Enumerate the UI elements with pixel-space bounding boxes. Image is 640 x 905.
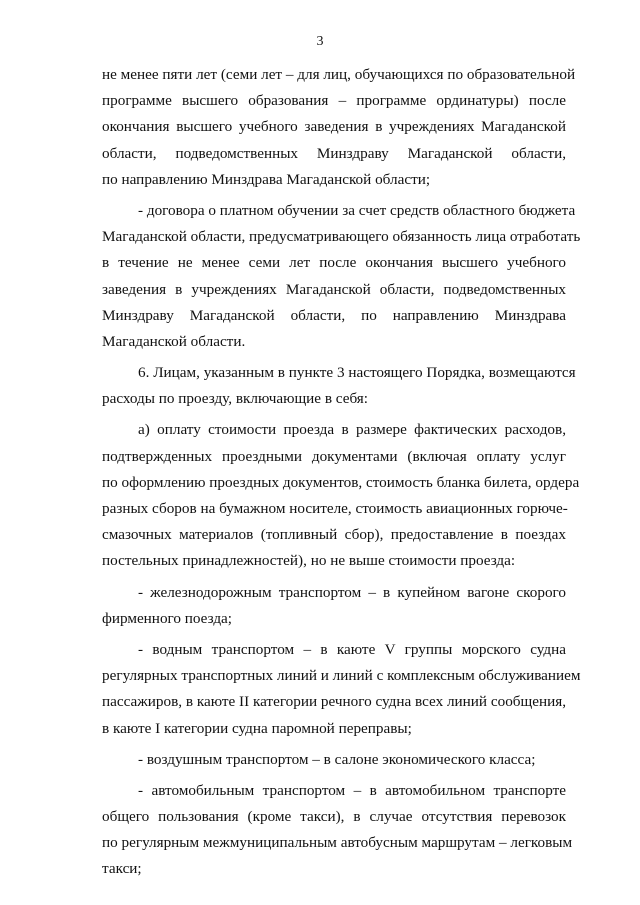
text-line: - автомобильным транспортом – в автомобильном транспорте bbox=[138, 781, 566, 799]
page-number: 3 bbox=[316, 34, 324, 49]
text-line: пассажиров, в каюте II категории речного судна всех линий сообщения, bbox=[102, 693, 566, 711]
text-line: фирменного поезда; bbox=[102, 609, 233, 627]
text-line: а) оплату стоимости проезда в размере фактических расходов, bbox=[138, 421, 566, 439]
text-line: расходы по проезду, включающие в себя: bbox=[102, 390, 369, 408]
text-line: - договора о платном обучении за счет средств областного бюджета bbox=[138, 201, 576, 219]
paragraph bbox=[102, 360, 576, 412]
text-line: программе высшего образования – программе ординатуры) после bbox=[102, 92, 566, 110]
text-line: смазочных материалов (топливный сбор), предоставление в поездах bbox=[102, 526, 566, 544]
text-line: заведения в учреждениях Магаданской области, подведомственных bbox=[102, 280, 566, 298]
paragraph bbox=[102, 62, 576, 193]
document-body bbox=[102, 62, 581, 883]
text-line: по направлению Минздрава Магаданской области; bbox=[102, 170, 431, 188]
text-line: разных сборов на бумажном носителе, стоимость авиационных горюче- bbox=[102, 500, 568, 517]
text-line: Минздраву Магаданской области, по направлению Минздрава bbox=[102, 306, 566, 324]
text-line: регулярных транспортных линий и линий с комплексным обслуживанием bbox=[102, 667, 581, 685]
text-line: по регулярным межмуниципальным автобусным маршрутам – легковым bbox=[102, 834, 573, 852]
text-line: Магаданской области, предусматривающего обязанность лица отработать bbox=[102, 228, 581, 246]
text-line: постельных принадлежностей), но не выше стоимости проезда: bbox=[102, 552, 516, 570]
paragraph bbox=[102, 580, 566, 632]
paragraph bbox=[102, 637, 581, 742]
text-line: общего пользования (кроме такси), в случае отсутствия перевозок bbox=[102, 808, 566, 826]
text-line: - воздушным транспортом – в салоне экономического класса; bbox=[138, 750, 536, 768]
text-line: такси; bbox=[102, 860, 142, 878]
paragraph bbox=[102, 198, 581, 355]
text-line: не менее пяти лет (семи лет – для лиц, обучающихся по образовательной bbox=[102, 66, 576, 83]
text-line: Магаданской области. bbox=[102, 332, 246, 350]
text-line: окончания высшего учебного заведения в учреждениях Магаданской bbox=[102, 118, 566, 136]
text-line: - железнодорожным транспортом – в купейном вагоне скорого bbox=[138, 583, 566, 601]
text-line: подтвержденных проездными документами (включая оплату услуг bbox=[102, 447, 566, 465]
text-line: в каюте I категории судна паромной переправы; bbox=[102, 719, 412, 737]
paragraph bbox=[102, 778, 573, 883]
text-line: - водным транспортом – в каюте V группы морского судна bbox=[138, 640, 566, 658]
text-line: 6. Лицам, указанным в пункте 3 настоящего Порядка, возмещаются bbox=[138, 364, 576, 382]
text-line: в течение не менее семи лет после окончания высшего учебного bbox=[102, 254, 566, 272]
text-line: по оформлению проездных документов, стоимость бланка билета, ордера bbox=[102, 473, 580, 491]
paragraph bbox=[102, 417, 580, 574]
paragraph bbox=[102, 747, 566, 773]
text-line: области, подведомственных Минздраву Магаданской области, bbox=[102, 144, 566, 162]
